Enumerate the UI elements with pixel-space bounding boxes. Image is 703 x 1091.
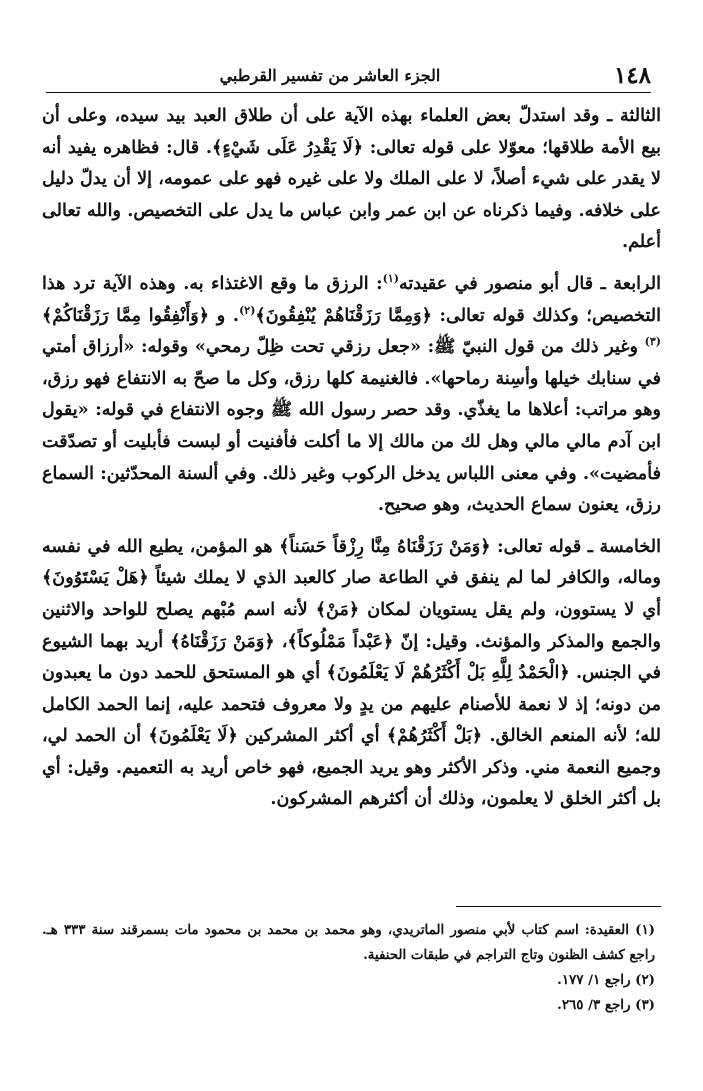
paragraph-fifth (42, 531, 661, 815)
footnote-ref: (١) (382, 272, 399, 286)
footnotes (42, 918, 655, 1018)
paragraph-text: : الرزق ما وقع الاغتذاء به. وهذه الآية ترد هذا التخصيص؛ وكذلك قوله تعالى: ﴿وَمِمَّا رَزَقْنَاهُمْ يُنْفِقُونَ﴾ (42, 272, 662, 326)
footnote: (٣) راجع ٣/ ٢٦٥. (557, 997, 655, 1013)
footnote-ref: (٢) (239, 303, 256, 317)
paragraph-fourth (42, 268, 661, 521)
paragraph-label: الرابعة (613, 272, 661, 294)
paragraph-third (42, 100, 661, 258)
footnote: (٢) راجع ١/ ١٧٧. (557, 972, 655, 988)
paragraph-text: وغير ذلك من قول النبيّ ﷺ: «جعل رزقي تحت ظِلّ رمحي» وقوله: «أرزاق أمتي في سنابك خيلها وأسِنة رماحها». فالغنيمة كلها رزق، وكل ما صحّ به الانتفاع فهو رزق، وهو مراتب: أعلاها ما يغذّي. وقد حصر رسول الله ﷺ وجوه الانتفاع في قوله: «يقول ابن آدم مالي مالي وهل لك من مالك إلا ما أكلت فأفنيت أو لبست فأبليت أو تصدّقت فأمضيت». وفي معنى اللباس يدخل الركوب وغير ذلك. وفي ألسنة المحدّثين: السماع رزق، يعنون سماع الحديث، وهو صحيح. (42, 336, 661, 516)
running-title: الجزء العاشر من تفسير القرطبي (219, 65, 441, 85)
paragraph-text: ـ وقد استدلّ بعض العلماء بهذه الآية على أن طلاق العبد بيد سيده، وعلى أن بيع الأمة طلاقها؛ معوّلا على قوله تعالى: ﴿لَا يَقْدِرُ عَلَى شَيْءٍ﴾. قال: فظاهره يفيد أنه لا يقدر على شيء أصلاً، لا على الملك ولا على غيره فهو على عمومه، إلا أن يدلّ دليل على خلافه. وفيما ذكرناه عن ابن عمر وابن عباس ما يدل على التخصيص. والله تعالى أعلم. (42, 105, 661, 253)
paragraph-label: الثالثة (619, 105, 661, 126)
paragraph-text: ـ قوله تعالى: ﴿وَمَنْ رَزَقْنَاهُ مِنَّا رِزْقاً حَسَناً﴾ هو المؤمن، يطيع الله في نفسه وماله، والكافر لما لم ينفق في الطاعة صار كالعبد الذي لا يملك شيئاً ﴿هَلْ يَسْتَوُونَ﴾ أي لا يستوون، ولم يقل يستويان لمكان ﴿مَنْ﴾ لأنه اسم مُبْهم يصلح للواحد والاثنين والجمع والمذكر والمؤنث. وقيل: إنّ ﴿عَبْداً مَمْلُوكاً﴾، ﴿وَمَنْ رَزَقْنَاهُ﴾ أريد بهما الشيوع في الجنس. ﴿الْحَمْدُ لِلَّهِ بَلْ أَكْثَرُهُمْ لَا يَعْلَمُونَ﴾ أي هو المستحق للحمد دون ما يعبدون من دونه؛ إذ لا نعمة للأصنام عليهم من يدٍ ولا معروف فتحمد عليه، إنما الحمد الكامل لله؛ لأنه المنعم الخالق. ﴿بَلْ أَكْثَرُهُمْ﴾ أي أكثر المشركين ﴿لَا يَعْلَمُونَ﴾ أن الحمد لي، وجميع النعمة مني. وذكر الأكثر وهو يريد الجميع، فهو خاص أريد به التعميم. وقيل: أي بل أكثر الخلق لا يعلمون، وذلك أن أكثرهم المشركون. (42, 535, 661, 810)
paragraph-text: ـ قال أبو منصور في عقيدته (398, 272, 614, 294)
footnote-divider (456, 906, 661, 907)
footnote: (١) العقيدة: اسم كتاب لأبي منصور الماتريدي، وهو محمد بن محمد بن محمود مات بسمرقند سنة ٣٣٣ هـ. راجع كشف الظنون وتاج التراجم في طبقات الحنفية. (42, 922, 655, 963)
paragraph-label: الخامسة (599, 535, 661, 557)
paragraph-text: . و ﴿وَأَنْفِقُوا مِمَّا رَزَقْنَاكُمْ﴾ (42, 304, 240, 326)
page-number: ١٤٨ (613, 61, 651, 89)
main-text (42, 100, 661, 825)
page-header (46, 58, 651, 93)
footnote-ref: (٣) (644, 335, 661, 349)
